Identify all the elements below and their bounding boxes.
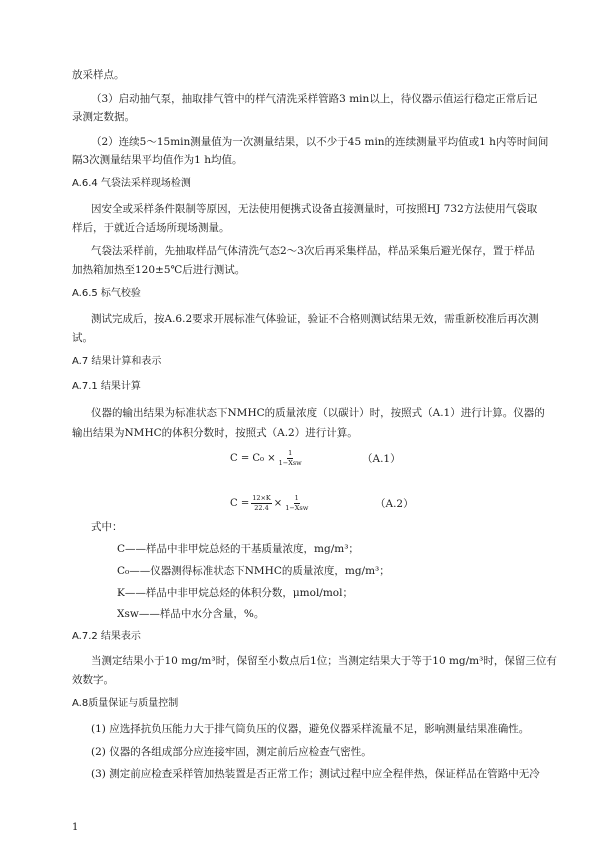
text-line: 气袋法采样前，先抽取样品气体清洗气态2～3次后再采集样品，样品采集后避光保存，置于样品 [91,245,535,257]
text-line: （3）启动抽气泵，抽取排气管中的样气清洗采样管路3 min以上，待仪器示值运行稳定正常后记 [91,93,538,105]
section-heading: A.6.5 标气校验 [72,288,141,299]
definition-line: C——样品中非甲烷总烃的干基质量浓度，mg/m³； [117,543,359,555]
equation-operator: × [273,498,283,509]
text-line: 效数字。 [72,674,114,686]
fraction-denominator: 1−Xsw [278,459,302,467]
fraction-numerator: 1 [294,494,299,502]
section-heading: A.7.2 结果表示 [72,631,141,642]
text-line: 因安全或采样条件限制等原因，无法使用便携式设备直接测量时，可按照HJ 732方法使用气袋取 [91,203,538,215]
fraction-numerator: 1 [288,449,293,457]
section-heading: A.7 结果计算和表示 [72,356,162,367]
fraction-denominator: 1−Xsw [285,504,309,512]
text-line: （2）连续5～15min测量值为一次测量结果，以不少于45 min的连续测量平均值或1 h内等时间间 [91,136,549,148]
text-line: 测试完成后，按A.6.2要求开展标准气体验证，验证不合格则测试结果无效，需重新校准后再次测 [91,313,539,325]
list-item: (3) 测定前应检查采样管加热装置是否正常工作；测试过程中应全程伴热，保证样品在管路中无冷 [91,768,540,780]
equation-a2 [230,495,311,512]
section-heading: A.6.4 气袋法采样现场检测 [72,178,191,189]
text-line: 仪器的输出结果为标准状态下NMHC的质量浓度（以碳计）时，按照式（A.1）进行计算。仪器的 [91,407,545,419]
definition-line: C₀——仪器测得标准状态下NMHC的质量浓度，mg/m³； [117,565,390,577]
equation-label: （A.2） [375,498,414,510]
equation-lhs: C = [230,498,250,509]
section-heading: A.8质量保证与质量控制 [72,698,179,709]
text-line: 加热箱加热至120±5℃后进行测试。 [72,264,246,276]
definition-line: Xsw——样品中水分含量，%。 [117,608,265,620]
fraction-denominator: 22.4 [254,504,269,512]
text-line: 隔3次测量结果平均值作为1 h均值。 [72,154,243,166]
equation-fraction [251,495,272,512]
text-line: 输出结果为NMHC的体积分数时，按照式（A.2）进行计算。 [72,427,358,439]
equation-label: （A.1） [362,453,401,465]
page-number: 1 [72,822,79,833]
equation-lhs: C = C₀ × [230,453,276,464]
definition-line: K——样品中非甲烷总烃的体积分数，μmol/mol； [117,587,353,599]
text-line: 样后，于就近合适场所现场测量。 [72,222,230,234]
equation-a1 [230,450,305,467]
equation-fraction [278,450,303,467]
text-line: 放采样点。 [72,69,125,81]
text-line: 录测定数据。 [72,111,135,123]
list-item: (2) 仪器的各组成部分应连接牢固，测定前后应检查气密性。 [91,746,372,758]
text-line: 式中： [91,521,123,533]
list-item: (1) 应选择抗负压能力大于排气筒负压的仪器，避免仪器采样流量不足，影响测量结果准确性。 [91,723,530,735]
section-heading: A.7.1 结果计算 [72,381,141,392]
text-line: 当测定结果小于10 mg/m³时，保留至小数点后1位；当测定结果大于等于10 mg/m³时，保留三位有 [91,655,557,667]
fraction-numerator: 12×K [252,494,271,502]
text-line: 试。 [72,332,93,344]
equation-fraction [284,495,309,512]
